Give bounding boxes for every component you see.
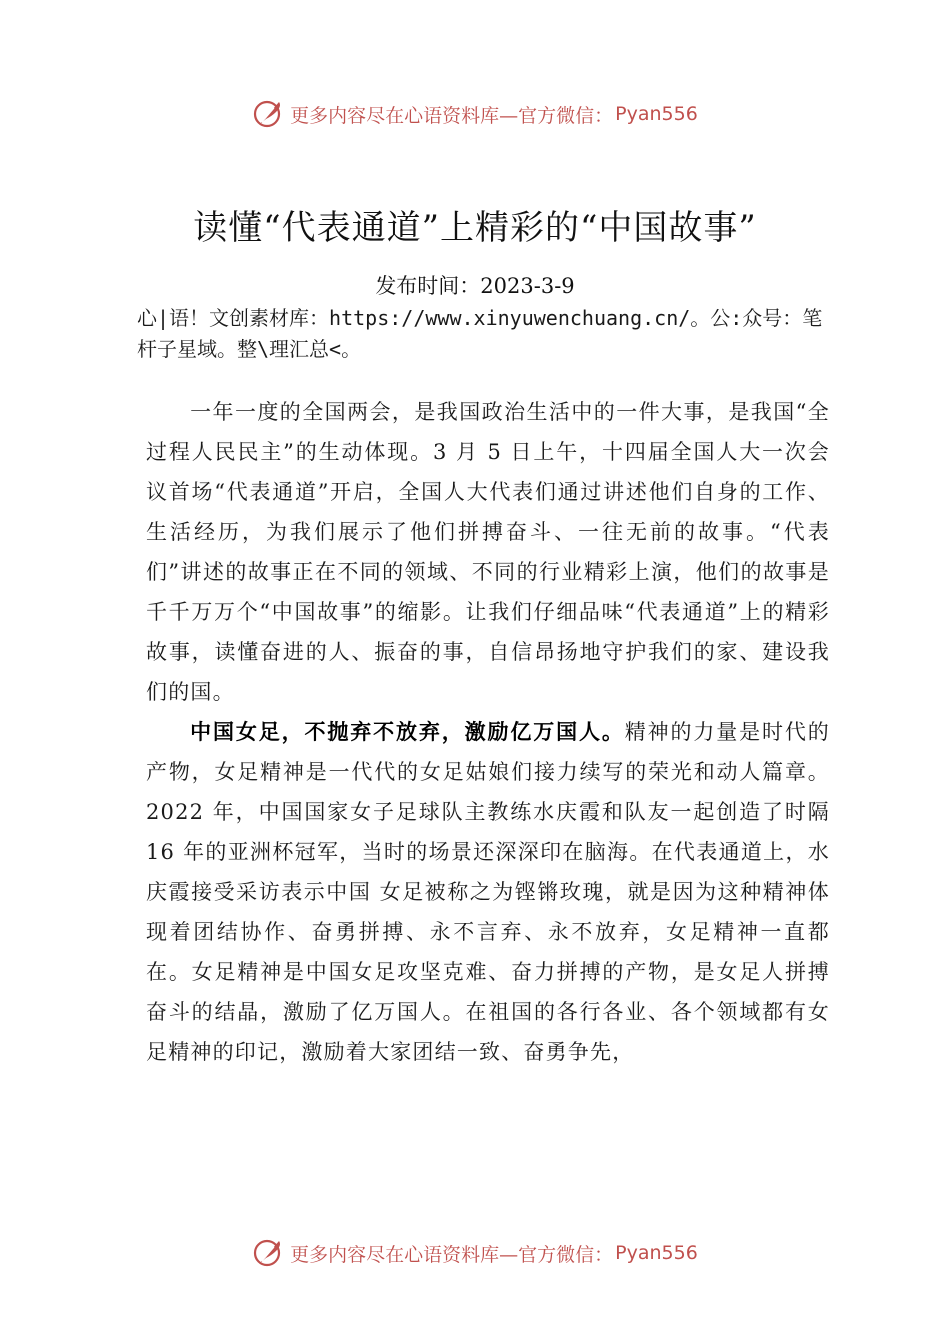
banner-text: 更多内容尽在心语资料库—官方微信： xyxy=(290,1243,614,1266)
source-note: 心|语！文创素材库：https://www.xinyuwenchuang.cn/。公:众号：笔杆子星域。整\理汇总<。 xyxy=(137,306,823,361)
paragraph-2-lead: 中国女足，不抛弃不放弃，激励亿万国人。 xyxy=(190,720,625,744)
feather-quill-logo-icon xyxy=(252,97,286,131)
paragraph-1 xyxy=(146,392,830,712)
publish-date: 发布时间：2023-3-9 xyxy=(375,274,575,298)
banner-wechat-id: Pyan556 xyxy=(615,103,698,125)
banner-text: 更多内容尽在心语资料库—官方微信： xyxy=(290,104,614,127)
article-body xyxy=(146,392,830,1072)
paragraph-1-text: 一年一度的全国两会，是我国政治生活中的一件大事，是我国“全过程人民民主”的生动体现。3 月 5 日上午，十四届全国人大一次会议首场“代表通道”开启，全国人大代表们通过讲述他们自身的工作、生活经历，为我们展示了他们拼搏奋斗、一往无前的故事。“代表们”讲述的故事正在不同的领域、不同的行业精彩上演，他们的故事是千千万万个“中国故事”的缩影。让我们仔细品味“代表通道”上的精彩故事，读懂奋进的人、振奋的事，自信昂扬地守护我们的家、建设我们的国。 xyxy=(146,400,830,704)
footer-watermark-banner xyxy=(0,1233,950,1273)
paragraph-2-text: 精神的力量是时代的产物，女足精神是一代代的女足姑娘们接力续写的荣光和动人篇章。2022 年，中国国家女子足球队主教练水庆霞和队友一起创造了时隔 16 年的亚洲杯冠军，当时的场景还深深印在脑海。在代表通道上，水庆霞接受采访表示中国 女足被称之为铿锵玫瑰，就是因为这种精神体现着团结协作、奋勇拼搏、永不言弃、永不放弃，女足精神一直都在。女足精神是中国女足攻坚克难、奋力拼搏的产物，是女足人拼搏 奋斗的结晶，激励了亿万国人。在祖国的各行各业、各个领域都有女足精神的印记，激励着大家团结一致、奋勇争先， xyxy=(146,720,830,1064)
header-watermark-banner xyxy=(0,94,950,134)
paragraph-2 xyxy=(146,712,830,1072)
feather-quill-logo-icon xyxy=(252,1236,286,1270)
banner-wechat-id: Pyan556 xyxy=(615,1242,698,1264)
document-title: 读懂“代表通道”上精彩的“中国故事” xyxy=(193,208,757,248)
